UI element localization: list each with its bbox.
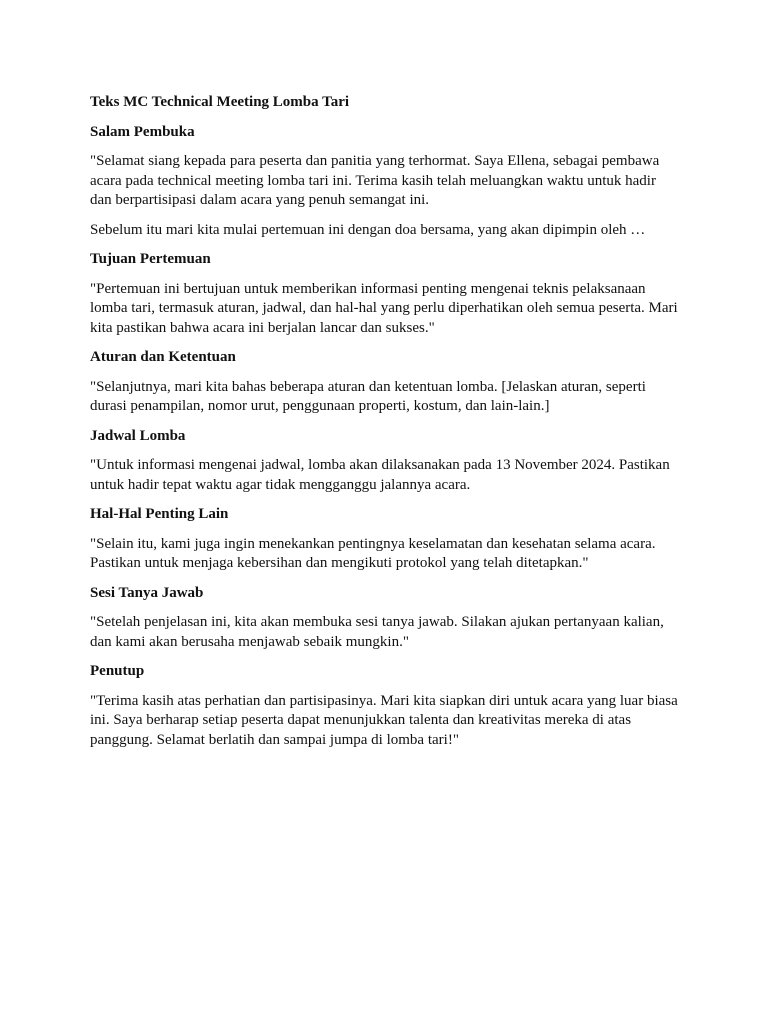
section-heading: Aturan dan Ketentuan xyxy=(90,349,236,365)
paragraph: "Selanjutnya, mari kita bahas beberapa aturan dan ketentuan lomba. [Jelaskan aturan, seperti durasi penampilan, nomor urut, penggunaan properti, kostum, dan lain-lain.] xyxy=(90,378,646,414)
document-title: Teks MC Technical Meeting Lomba Tari xyxy=(90,94,350,110)
section-heading: Tujuan Pertemuan xyxy=(90,251,211,267)
section-jadwal-lomba xyxy=(90,427,680,496)
section-heading: Sesi Tanya Jawab xyxy=(90,584,204,601)
paragraph: "Selain itu, kami juga ingin menekankan pentingnya keselamatan dan kesehatan selama acara. Pastikan untuk menjaga kebersihan dan mengikuti protokol yang telah ditetapkan." xyxy=(90,535,656,571)
paragraph: "Pertemuan ini bertujuan untuk memberikan informasi penting mengenai teknis pelaksanaan lomba tari, termasuk aturan, jadwal, dan hal-hal yang perlu diperhatikan oleh semua peserta. Mari kita pastikan bahwa acara ini berjalan lancar dan sukses." xyxy=(90,280,678,336)
section-heading: Hal-Hal Penting Lain xyxy=(90,506,229,522)
section-salam-pembuka xyxy=(90,123,680,241)
section-heading: Salam Pembuka xyxy=(90,123,195,140)
paragraph: "Terima kasih atas perhatian dan partisipasinya. Mari kita siapkan diri untuk acara yang luar biasa ini. Saya berharap setiap peserta dapat menunjukkan talenta dan kreativitas mereka di atas panggung. Selamat berlatih dan sampai jumpa di lomba tari!" xyxy=(90,692,678,748)
section-tujuan-pertemuan xyxy=(90,250,680,338)
document-page xyxy=(90,93,680,760)
paragraph: "Selamat siang kepada para peserta dan panitia yang terhormat. Saya Ellena, sebagai pembawa acara pada technical meeting lomba tari ini. Terima kasih telah meluangkan waktu untuk hadir dan berpartisipasi dalam acara yang penuh semangat ini. xyxy=(90,153,660,208)
section-sesi-tanya-jawab xyxy=(90,584,680,653)
section-hal-hal-penting-lain xyxy=(90,505,680,574)
paragraph: "Untuk informasi mengenai jadwal, lomba akan dilaksanakan pada 13 November 2024. Pastikan untuk hadir tepat waktu agar tidak mengganggu jalannya acara. xyxy=(90,457,670,493)
section-aturan-dan-ketentuan xyxy=(90,348,680,417)
section-heading: Penutup xyxy=(90,663,145,679)
paragraph: Sebelum itu mari kita mulai pertemuan ini dengan doa bersama, yang akan dipimpin oleh … xyxy=(90,221,646,238)
section-heading: Jadwal Lomba xyxy=(90,427,186,444)
section-penutup xyxy=(90,662,680,750)
paragraph: "Setelah penjelasan ini, kita akan membuka sesi tanya jawab. Silakan ajukan pertanyaan kalian, dan kami akan berusaha menjawab sebaik mungkin." xyxy=(90,614,664,650)
